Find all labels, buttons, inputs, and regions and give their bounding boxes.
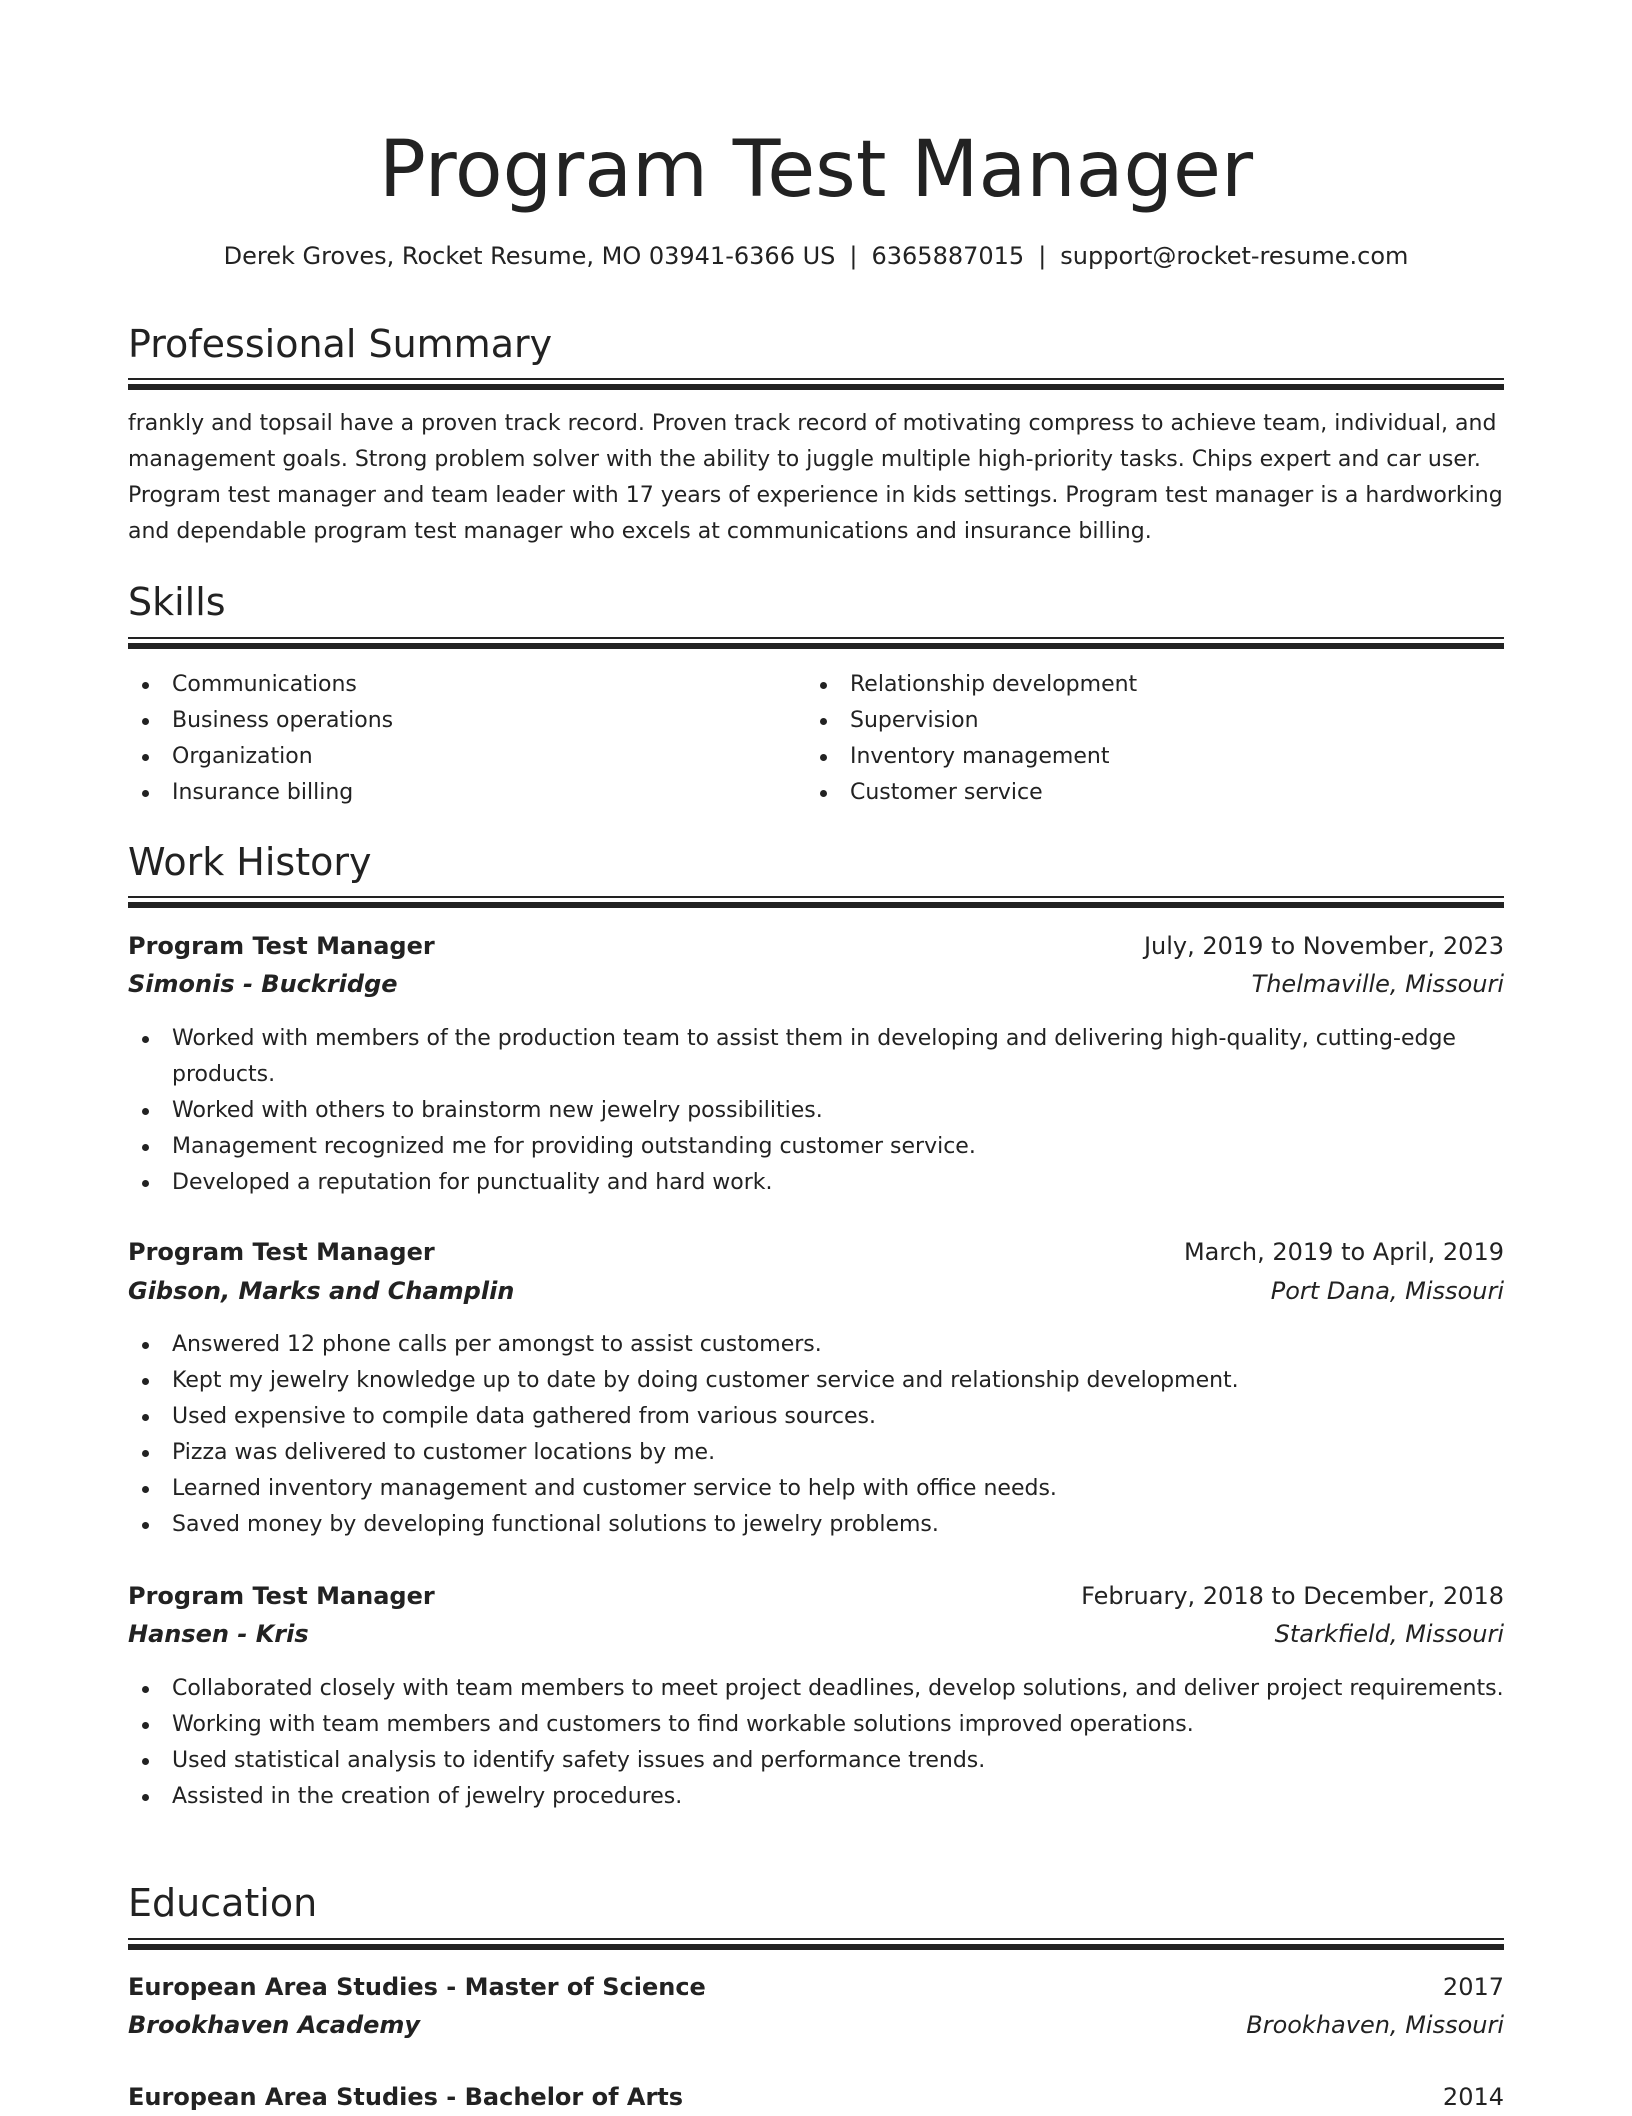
job-bullet: Learned inventory management and customer service to help with office needs. (172, 1471, 1504, 1507)
job-bullet: Worked with others to brainstorm new jewelry possibilities. (172, 1093, 1504, 1129)
skills-list-left (128, 667, 792, 811)
contact-separator: | (1038, 242, 1047, 270)
education-header (128, 1968, 1504, 2006)
job-bullet: Working with team members and customers to find workable solutions improved operations. (172, 1707, 1504, 1743)
job-bullets (128, 1327, 1504, 1543)
job-bullet: Collaborated closely with team members to meet project deadlines, develop solutions, and deliver project requirements. (172, 1671, 1504, 1707)
job-location: Thelmaville, Missouri (1251, 970, 1504, 998)
job-bullets (128, 1671, 1504, 1815)
skill-item: Supervision (850, 703, 1470, 739)
job-header (128, 1233, 1504, 1271)
skill-item: Inventory management (850, 739, 1470, 775)
education-year: 2017 (1442, 1973, 1504, 2001)
job-title: Program Test Manager (128, 932, 435, 960)
contact-email[interactable]: support@rocket-resume.com (1060, 242, 1409, 270)
job-bullet: Developed a reputation for punctuality and hard work. (172, 1165, 1504, 1201)
section-heading-summary: Professional Summary (128, 322, 553, 366)
education-location: Brookhaven, Missouri (1246, 2011, 1504, 2039)
skill-item: Insurance billing (172, 775, 792, 811)
skill-item: Customer service (850, 775, 1470, 811)
education-degree: European Area Studies - Master of Science (128, 1973, 706, 2001)
job-subheader (128, 1272, 1504, 1310)
job-bullet: Pizza was delivered to customer locations by me. (172, 1435, 1504, 1471)
education-header (128, 2078, 1504, 2116)
job-company: Simonis - Buckridge (128, 970, 398, 998)
job-location: Port Dana, Missouri (1270, 1277, 1504, 1305)
section-heading-work: Work History (128, 840, 372, 884)
job-dates: July, 2019 to November, 2023 (1143, 932, 1504, 960)
education-year: 2014 (1442, 2083, 1504, 2111)
education-school: Brookhaven Academy (128, 2011, 421, 2039)
education-degree: European Area Studies - Bachelor of Arts (128, 2083, 684, 2111)
section-heading-education: Education (128, 1881, 318, 1925)
job-subheader (128, 1615, 1504, 1653)
job-title: Program Test Manager (128, 1582, 435, 1610)
job-header (128, 1577, 1504, 1615)
job-bullet: Assisted in the creation of jewelry procedures. (172, 1779, 1504, 1815)
resume-title: Program Test Manager (378, 125, 1254, 215)
job-bullet: Saved money by developing functional solutions to jewelry problems. (172, 1507, 1504, 1543)
job-dates: March, 2019 to April, 2019 (1183, 1238, 1504, 1266)
job-bullet: Management recognized me for providing outstanding customer service. (172, 1129, 1504, 1165)
job-location: Starkfield, Missouri (1274, 1620, 1504, 1648)
section-heading-skills: Skills (128, 580, 226, 624)
job-dates: February, 2018 to December, 2018 (1081, 1582, 1504, 1610)
skill-item: Organization (172, 739, 792, 775)
section-divider (128, 896, 1504, 908)
job-bullet: Kept my jewelry knowledge up to date by doing customer service and relationship development. (172, 1363, 1504, 1399)
education-subheader (128, 2006, 1504, 2044)
job-bullet: Worked with members of the production team to assist them in developing and delivering high-quality, cutting-edge products. (172, 1021, 1504, 1093)
skill-item: Business operations (172, 703, 792, 739)
job-subheader (128, 965, 1504, 1003)
contact-address: Derek Groves, Rocket Resume, MO 03941-6366 US (223, 242, 836, 270)
job-bullet: Used statistical analysis to identify safety issues and performance trends. (172, 1743, 1504, 1779)
job-header (128, 927, 1504, 965)
skills-list-right (806, 667, 1470, 811)
section-divider (128, 1938, 1504, 1950)
job-bullet: Used expensive to compile data gathered from various sources. (172, 1399, 1504, 1435)
job-bullets (128, 1021, 1504, 1201)
job-company: Hansen - Kris (128, 1620, 309, 1648)
contact-line (128, 238, 1504, 274)
skill-item: Relationship development (850, 667, 1470, 703)
section-divider (128, 378, 1504, 390)
skill-item: Communications (172, 667, 792, 703)
section-divider (128, 637, 1504, 649)
job-title: Program Test Manager (128, 1238, 435, 1266)
job-company: Gibson, Marks and Champlin (128, 1277, 515, 1305)
summary-text: frankly and topsail have a proven track record. Proven track record of motivating compress to achieve team, individual, and management goals. Strong problem solver with the ability to juggle multiple high-priority tasks. Chips expert and car user. Program test manager and team leader with 17 years of experience in kids settings. Program test manager is a hardworking and dependable program test manager who excels at communications and insurance billing. (128, 411, 1503, 544)
contact-phone[interactable]: 6365887015 (871, 242, 1025, 270)
contact-separator: | (849, 242, 858, 270)
job-bullet: Answered 12 phone calls per amongst to assist customers. (172, 1327, 1504, 1363)
